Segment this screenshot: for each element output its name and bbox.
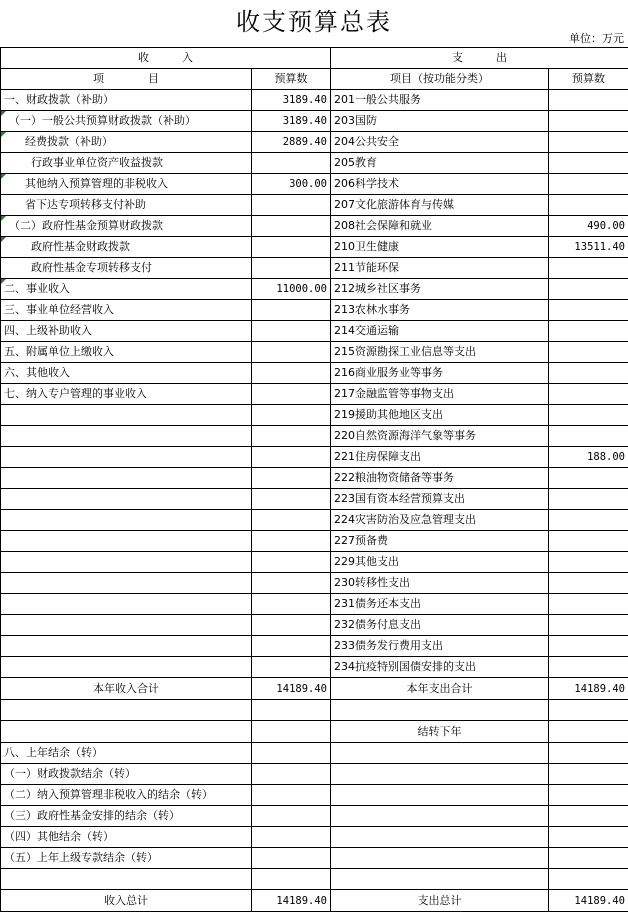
empty-cell	[331, 806, 549, 827]
income-section-header: 收 入	[1, 48, 331, 69]
expense-budget	[549, 636, 628, 657]
income-item-header: 项 目	[1, 69, 252, 90]
expense-budget	[549, 90, 628, 111]
income-budget: 11000.00	[252, 279, 331, 300]
year-income-label: 本年收入合计	[1, 678, 252, 700]
table-row	[1, 321, 628, 342]
expense-budget: 13511.40	[549, 237, 628, 258]
income-item: 政府性基金专项转移支付	[1, 258, 252, 279]
table-row	[1, 153, 628, 174]
empty-cell	[549, 827, 628, 848]
income-budget: 2889.40	[252, 132, 331, 153]
grand-total-row	[1, 890, 628, 912]
empty-cell	[549, 721, 628, 743]
table-row	[1, 174, 628, 195]
expense-item: 230转移性支出	[331, 573, 549, 594]
expense-item: 220自然资源海洋气象等事务	[331, 426, 549, 447]
empty-cell	[252, 700, 331, 721]
expense-item: 201一般公共服务	[331, 90, 549, 111]
expense-item: 229其他支出	[331, 552, 549, 573]
grand-income-value: 14189.40	[252, 890, 331, 912]
table-row	[1, 657, 628, 678]
income-budget	[252, 153, 331, 174]
year-total-row	[1, 678, 628, 700]
expense-budget	[549, 552, 628, 573]
carry-next-row	[1, 721, 628, 743]
table-row	[1, 384, 628, 405]
income-budget	[252, 573, 331, 594]
expense-item: 203国防	[331, 111, 549, 132]
table-row	[1, 552, 628, 573]
table-row	[1, 300, 628, 321]
income-item: 政府性基金财政拨款	[1, 237, 252, 258]
carryover-row	[1, 827, 628, 848]
empty-cell	[549, 700, 628, 721]
empty-cell	[549, 806, 628, 827]
income-item: 二、事业收入	[1, 279, 252, 300]
expense-budget	[549, 657, 628, 678]
year-expense-value: 14189.40	[549, 678, 628, 700]
expense-item: 234抗疫特别国债安排的支出	[331, 657, 549, 678]
empty-cell	[1, 869, 252, 890]
expense-item: 224灾害防治及应急管理支出	[331, 510, 549, 531]
expense-budget	[549, 615, 628, 636]
carryover-value	[252, 743, 331, 764]
income-budget	[252, 321, 331, 342]
expense-item: 204公共安全	[331, 132, 549, 153]
expense-item: 221住房保障支出	[331, 447, 549, 468]
income-budget	[252, 657, 331, 678]
carryover-row	[1, 848, 628, 869]
income-budget	[252, 552, 331, 573]
table-row	[1, 426, 628, 447]
table-row	[1, 510, 628, 531]
income-item	[1, 405, 252, 426]
expense-item: 206科学技术	[331, 174, 549, 195]
expense-item: 207文化旅游体育与传媒	[331, 195, 549, 216]
empty-cell	[331, 785, 549, 806]
income-budget	[252, 426, 331, 447]
table-row	[1, 615, 628, 636]
table-row	[1, 468, 628, 489]
empty-cell	[549, 848, 628, 869]
empty-cell	[252, 721, 331, 743]
income-item: 经费拨款（补助）	[1, 132, 252, 153]
carryover-item: 八、上年结余（转）	[1, 743, 252, 764]
expense-budget	[549, 594, 628, 615]
grand-expense-value: 14189.40	[549, 890, 628, 912]
empty-cell	[549, 764, 628, 785]
income-item: 其他纳入预算管理的非税收入	[1, 174, 252, 195]
empty-cell	[331, 869, 549, 890]
expense-budget: 490.00	[549, 216, 628, 237]
budget-table	[0, 47, 628, 912]
table-row	[1, 237, 628, 258]
carryover-row	[1, 743, 628, 764]
carryover-row	[1, 806, 628, 827]
carryover-item: （三）政府性基金安排的结余（转）	[1, 806, 252, 827]
income-item	[1, 636, 252, 657]
table-row	[1, 447, 628, 468]
income-budget	[252, 258, 331, 279]
expense-item: 223国有资本经营预算支出	[331, 489, 549, 510]
empty-cell	[331, 764, 549, 785]
income-budget	[252, 300, 331, 321]
empty-cell	[331, 743, 549, 764]
income-budget	[252, 489, 331, 510]
income-item	[1, 510, 252, 531]
empty-cell	[331, 848, 549, 869]
carryover-row	[1, 785, 628, 806]
income-budget	[252, 216, 331, 237]
income-item	[1, 657, 252, 678]
income-budget	[252, 363, 331, 384]
income-budget	[252, 468, 331, 489]
expense-budget	[549, 489, 628, 510]
expense-budget	[549, 426, 628, 447]
carryover-value	[252, 806, 331, 827]
income-item: （一）一般公共预算财政拨款（补助）	[1, 111, 252, 132]
grand-income-label: 收入总计	[1, 890, 252, 912]
income-item: 五、附属单位上缴收入	[1, 342, 252, 363]
grand-expense-label: 支出总计	[331, 890, 549, 912]
expense-budget: 188.00	[549, 447, 628, 468]
income-budget	[252, 342, 331, 363]
income-budget	[252, 594, 331, 615]
income-item: 六、其他收入	[1, 363, 252, 384]
table-row	[1, 342, 628, 363]
table-row	[1, 405, 628, 426]
expense-budget	[549, 342, 628, 363]
expense-item: 219援助其他地区支出	[331, 405, 549, 426]
income-item	[1, 426, 252, 447]
expense-item: 231债务还本支出	[331, 594, 549, 615]
table-row	[1, 531, 628, 552]
carryover-item: （四）其他结余（转）	[1, 827, 252, 848]
income-budget: 3189.40	[252, 90, 331, 111]
income-budget	[252, 510, 331, 531]
expense-budget	[549, 195, 628, 216]
expense-item: 213农林水事务	[331, 300, 549, 321]
page-title: 收支预算总表	[0, 2, 628, 37]
income-item: 四、上级补助收入	[1, 321, 252, 342]
income-budget	[252, 447, 331, 468]
blank-row	[1, 700, 628, 721]
empty-cell	[1, 721, 252, 743]
expense-budget	[549, 174, 628, 195]
blank-row	[1, 869, 628, 890]
table-row	[1, 363, 628, 384]
carryover-item: （二）纳入预算管理非税收入的结余（转）	[1, 785, 252, 806]
income-item: （二）政府性基金预算财政拨款	[1, 216, 252, 237]
income-budget: 3189.40	[252, 111, 331, 132]
expense-item: 216商业服务业等事务	[331, 363, 549, 384]
empty-cell	[1, 700, 252, 721]
empty-cell	[549, 869, 628, 890]
carryover-value	[252, 785, 331, 806]
income-budget	[252, 237, 331, 258]
expense-budget	[549, 279, 628, 300]
expense-item: 233债务发行费用支出	[331, 636, 549, 657]
expense-item: 215资源勘探工业信息等支出	[331, 342, 549, 363]
income-item	[1, 552, 252, 573]
carryover-value	[252, 764, 331, 785]
expense-item: 217金融监管等事物支出	[331, 384, 549, 405]
income-item: 三、事业单位经营收入	[1, 300, 252, 321]
expense-item: 210卫生健康	[331, 237, 549, 258]
income-budget	[252, 531, 331, 552]
expense-budget	[549, 153, 628, 174]
income-item	[1, 447, 252, 468]
income-item: 省下达专项转移支付补助	[1, 195, 252, 216]
carry-next-label: 结转下年	[331, 721, 549, 743]
empty-cell	[549, 743, 628, 764]
expense-item: 227预备费	[331, 531, 549, 552]
income-budget	[252, 636, 331, 657]
income-budget	[252, 195, 331, 216]
expense-section-header: 支 出	[331, 48, 628, 69]
carryover-item: （一）财政拨款结余（转）	[1, 764, 252, 785]
expense-budget	[549, 531, 628, 552]
carryover-value	[252, 848, 331, 869]
expense-budget	[549, 300, 628, 321]
expense-budget	[549, 363, 628, 384]
table-row	[1, 216, 628, 237]
unit-label: 单位：万元	[569, 30, 624, 46]
empty-cell	[252, 869, 331, 890]
expense-item: 211节能环保	[331, 258, 549, 279]
table-row	[1, 279, 628, 300]
carryover-value	[252, 827, 331, 848]
expense-budget	[549, 258, 628, 279]
expense-item: 208社会保障和就业	[331, 216, 549, 237]
expense-item: 232债务付息支出	[331, 615, 549, 636]
income-budget	[252, 384, 331, 405]
empty-cell	[549, 785, 628, 806]
income-item	[1, 468, 252, 489]
expense-item: 222粮油物资储备等事务	[331, 468, 549, 489]
carryover-row	[1, 764, 628, 785]
expense-item: 205教育	[331, 153, 549, 174]
expense-item: 214交通运输	[331, 321, 549, 342]
table-row	[1, 195, 628, 216]
expense-budget	[549, 405, 628, 426]
income-budget: 300.00	[252, 174, 331, 195]
table-row	[1, 90, 628, 111]
income-budget	[252, 615, 331, 636]
expense-budget	[549, 321, 628, 342]
income-item: 一、财政拨款（补助）	[1, 90, 252, 111]
empty-cell	[331, 700, 549, 721]
income-item	[1, 573, 252, 594]
table-row	[1, 489, 628, 510]
expense-budget	[549, 384, 628, 405]
table-row	[1, 594, 628, 615]
income-item: 行政事业单位资产收益拨款	[1, 153, 252, 174]
expense-budget	[549, 573, 628, 594]
table-row	[1, 636, 628, 657]
expense-budget	[549, 510, 628, 531]
table-row	[1, 258, 628, 279]
income-item	[1, 489, 252, 510]
expense-budget-header: 预算数	[549, 69, 628, 90]
expense-budget	[549, 132, 628, 153]
income-item	[1, 594, 252, 615]
table-row	[1, 132, 628, 153]
income-budget-header: 预算数	[252, 69, 331, 90]
carryover-item: （五）上年上级专款结余（转）	[1, 848, 252, 869]
income-item	[1, 531, 252, 552]
year-income-value: 14189.40	[252, 678, 331, 700]
expense-item: 212城乡社区事务	[331, 279, 549, 300]
expense-item-header: 项目（按功能分类）	[331, 69, 549, 90]
table-row	[1, 573, 628, 594]
expense-budget	[549, 111, 628, 132]
income-budget	[252, 405, 331, 426]
empty-cell	[331, 827, 549, 848]
income-item: 七、纳入专户管理的事业收入	[1, 384, 252, 405]
income-item	[1, 615, 252, 636]
table-row	[1, 111, 628, 132]
year-expense-label: 本年支出合计	[331, 678, 549, 700]
expense-budget	[549, 468, 628, 489]
